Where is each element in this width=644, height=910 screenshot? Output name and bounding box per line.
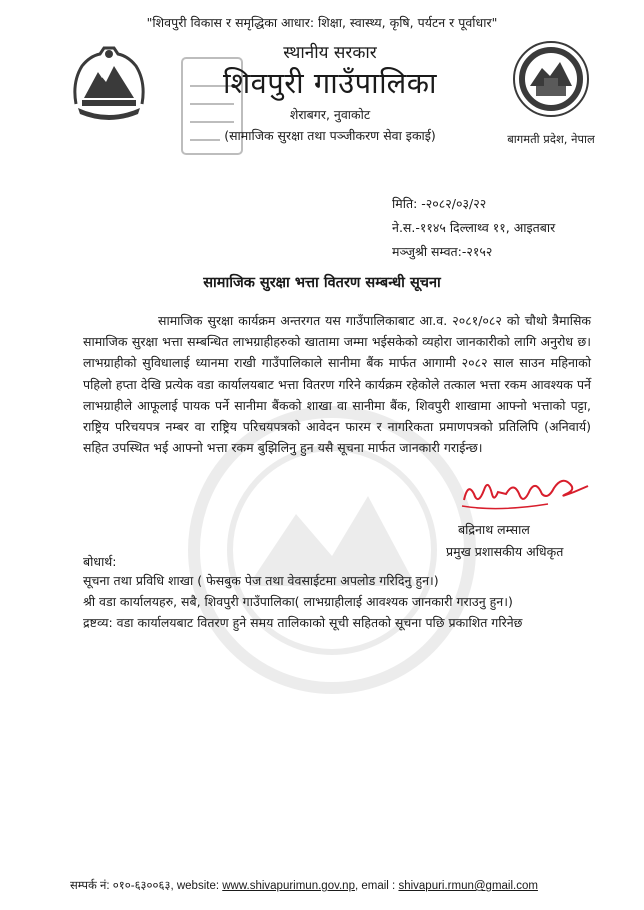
municipality-name: शिवपुरी गाउँपालिका	[222, 66, 438, 100]
province-label: बागमती प्रदेश, नेपाल	[507, 132, 595, 146]
signature-image	[458, 470, 594, 514]
letter-date: मिति: -२०८२/०३/२२	[392, 196, 487, 211]
shree-samvat-date: मञ्जुश्री सम्वत:-२१५२	[392, 244, 493, 259]
website-link[interactable]: www.shivapurimun.gov.np	[222, 880, 355, 892]
cc-item: सूचना तथा प्रविधि शाखा ( फेसबुक पेज तथा वेवसाईटमा अपलोड गरिदिनु हुन।)	[83, 573, 439, 588]
contact-phone: ०१०-६३००६३	[112, 880, 171, 892]
letter-meta	[392, 192, 555, 264]
signatory-designation: प्रमुख प्रशासकीय अधिकृत	[446, 544, 564, 559]
cc-list	[83, 570, 603, 633]
email-link[interactable]: shivapuri.rmun@gmail.com	[398, 880, 538, 892]
website-label: website:	[176, 880, 220, 892]
nepal-samvat-date: ने.स.-११४५ दिल्लाथ्व ११, आइतबार	[392, 220, 556, 235]
office-address: शेराबगर, नुवाकोट	[289, 107, 371, 122]
letterhead	[180, 40, 480, 144]
contact-label: सम्पर्क नं:	[70, 880, 110, 892]
contact-footer: सम्पर्क नं: ०१०-६३००६३, website: www.shivapurimun.gov.np, email : shivapuri.rmun@gmail.com	[70, 880, 538, 892]
notice-title: सामाजिक सुरक्षा भत्ता वितरण सम्बन्धी सूचना	[203, 275, 441, 291]
local-government-label: स्थानीय सरकार	[283, 43, 377, 63]
nepal-emblem-icon	[68, 42, 150, 122]
notice-body	[83, 310, 591, 458]
cc-label: बोधार्थ:	[83, 554, 117, 569]
cc-item: द्रष्टव्य: वडा कार्यालयबाट वितरण हुने समय तालिकाको सूची सहितको सूचना पछि प्रकाशित गरिनेछ	[83, 615, 523, 630]
service-unit: (सामाजिक सुरक्षा तथा पञ्जीकरण सेवा इकाई)	[224, 128, 436, 143]
cc-item: श्री वडा कार्यालयहरु, सबै, शिवपुरी गाउँपालिका( लाभग्राहीलाई आवश्यक जानकारी गराउनु हुन।)	[83, 594, 513, 609]
signatory-name: बद्रिनाथ लम्साल	[458, 522, 530, 537]
municipality-logo-icon	[512, 40, 590, 118]
email-label: email :	[361, 880, 396, 892]
notice-paragraph: सामाजिक सुरक्षा कार्यक्रम अन्तरगत यस गाउँपालिकाबाट आ.व. २०८१/०८२ को चौथो त्रैमासिक सामाजिक सुरक्षा भत्ता सम्बन्धित लाभग्राहीहरुको खातामा जम्मा भईसकेको व्यहोरा जानकारीको लागि अनुरोध छ। लाभग्राहीको सुविधालाई ध्यानमा राखी गाउँपालिकाले सानीमा बैंक मार्फत आगामी २०८२ साल साउन महिनाको पहिलो हप्ता देखि प्रत्येक वडा कार्यालयबाट भत्ता वितरण गरिने कार्यक्रम रहेकोले तत्काल भत्ता रकम आवश्यक पर्ने लाभग्राहीले आफूलाई पायक पर्ने सानीमा बैंकको शाखा वा सानीमा बैंक, शिवपुरी शाखामा आफ्नो भत्ताको पट्टा, राष्ट्रिय परिचयपत्र नम्बर वा राष्ट्रिय परिचयपत्रको आवेदन फारम र नागरिकता प्रमाणपत्रको प्रतिलिपि (अनिवार्य) सहित उपस्थित भई आफ्नो भत्ता रकम बुझिलिनु हुन यसै सूचना मार्फत जानकारी गराईन्छ।	[83, 313, 591, 456]
motto: "शिवपुरी विकास र समृद्धिका आधार: शिक्षा, स्वास्थ्य, कृषि, पर्यटन र पूर्वाधार"	[146, 15, 498, 30]
